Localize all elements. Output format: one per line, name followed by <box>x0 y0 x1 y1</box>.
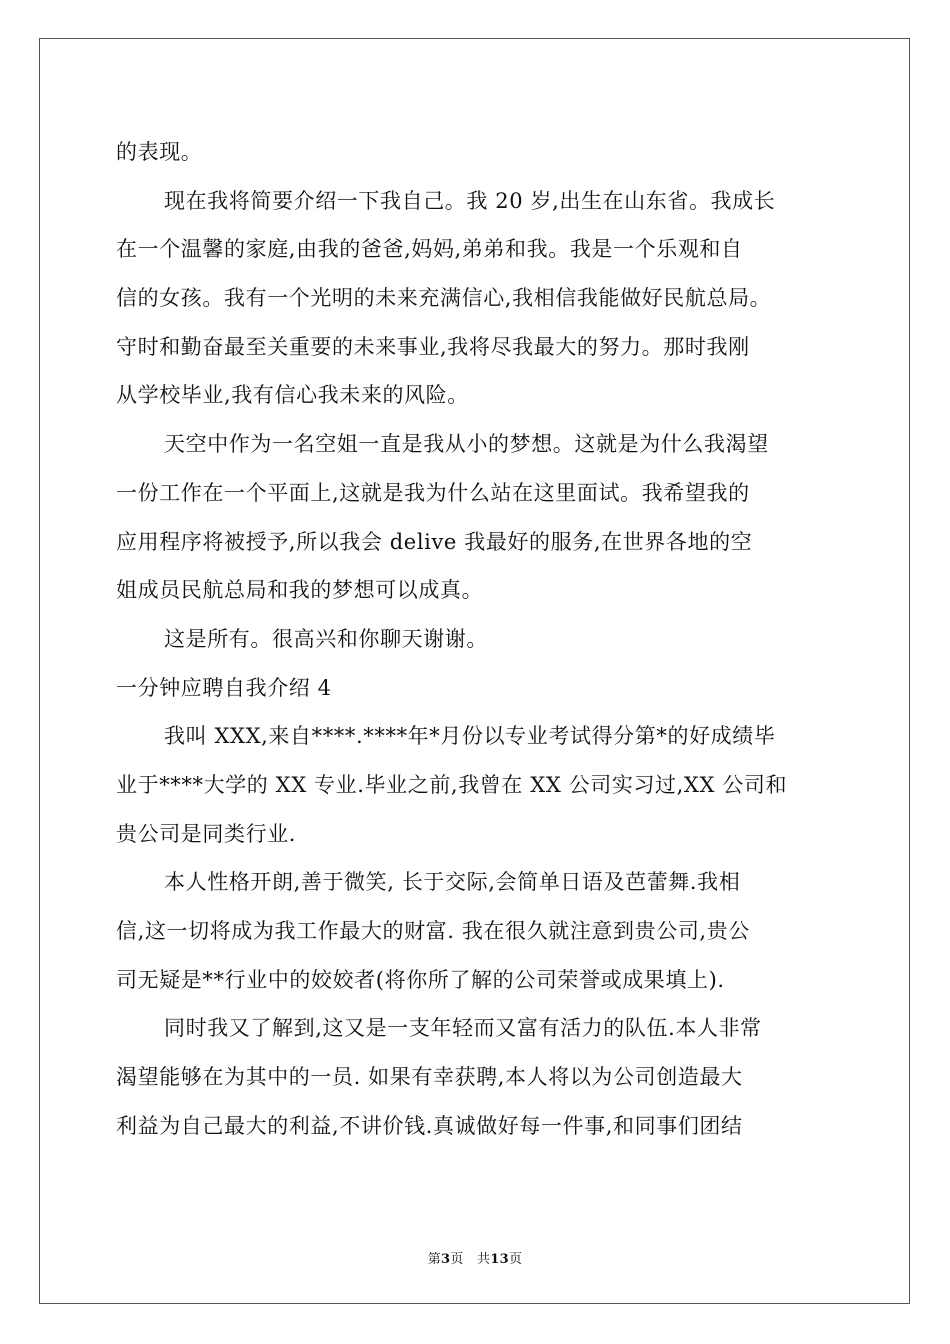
text-line: 信,这一切将成为我工作最大的财富. 我在很久就注意到贵公司,贵公 <box>116 919 750 943</box>
text-line: 守时和勤奋最至关重要的未来事业,我将尽我最大的努力。那时我刚 <box>116 334 750 359</box>
text-line: 渴望能够在为其中的一员. 如果有幸获聘,本人将以为公司创造最大 <box>116 1065 743 1090</box>
text-line: 业于****大学的 XX 专业.毕业之前,我曾在 XX 公司实习过,XX 公司和 <box>116 772 788 797</box>
text-line: 一份工作在一个平面上,这就是我为什么站在这里面试。我希望我的 <box>116 480 750 505</box>
footer-total-prefix: 共 <box>476 1252 491 1267</box>
text-line: 天空中作为一名空姐一直是我从小的梦想。这就是为什么我渴望 <box>164 432 769 457</box>
text-line: 应用程序将被授予,所以我会 delive 我最好的服务,在世界各地的空 <box>116 529 753 554</box>
text-line: 贵公司是同类行业. <box>116 821 297 846</box>
text-line: 本人性格开朗,善于微笑, 长于交际,会简单日语及芭蕾舞.我相 <box>164 870 741 895</box>
document-body <box>116 128 836 1150</box>
footer-prefix: 第 <box>427 1252 441 1267</box>
text-line: 现在我将简要介绍一下我自己。我 20 岁,出生在山东省。我成长 <box>164 188 776 213</box>
text-line: 姐成员民航总局和我的梦想可以成真。 <box>116 578 484 603</box>
text-line: 的表现。 <box>116 140 203 164</box>
text-line: 利益为自己最大的利益,不讲价钱.真诚做好每一件事,和同事们团结 <box>116 1113 743 1138</box>
text-line: 司无疑是**行业中的姣姣者(将你所了解的公司荣誉或成果填上). <box>116 967 725 992</box>
footer-total-suffix: 页 <box>509 1252 523 1267</box>
page-footer <box>0 1248 950 1267</box>
text-line: 我叫 XXX,来自****.****年*月份以专业考试得分第*的好成绩毕 <box>164 724 776 749</box>
footer-page-suffix: 页 <box>450 1252 464 1267</box>
text-line: 从学校毕业,我有信心我未来的风险。 <box>116 383 469 408</box>
footer-current-page: 3 <box>441 1252 451 1267</box>
text-line: 同时我又了解到,这又是一支年轻而又富有活力的队伍.本人非常 <box>164 1016 762 1041</box>
footer-total-pages: 13 <box>490 1252 509 1267</box>
text-line: 一分钟应聘自我介绍 4 <box>116 675 332 700</box>
text-line: 这是所有。很高兴和你聊天谢谢。 <box>164 626 488 651</box>
text-line: 在一个温馨的家庭,由我的爸爸,妈妈,弟弟和我。我是一个乐观和自 <box>116 237 743 262</box>
text-line: 信的女孩。我有一个光明的未来充满信心,我相信我能做好民航总局。 <box>116 286 772 311</box>
